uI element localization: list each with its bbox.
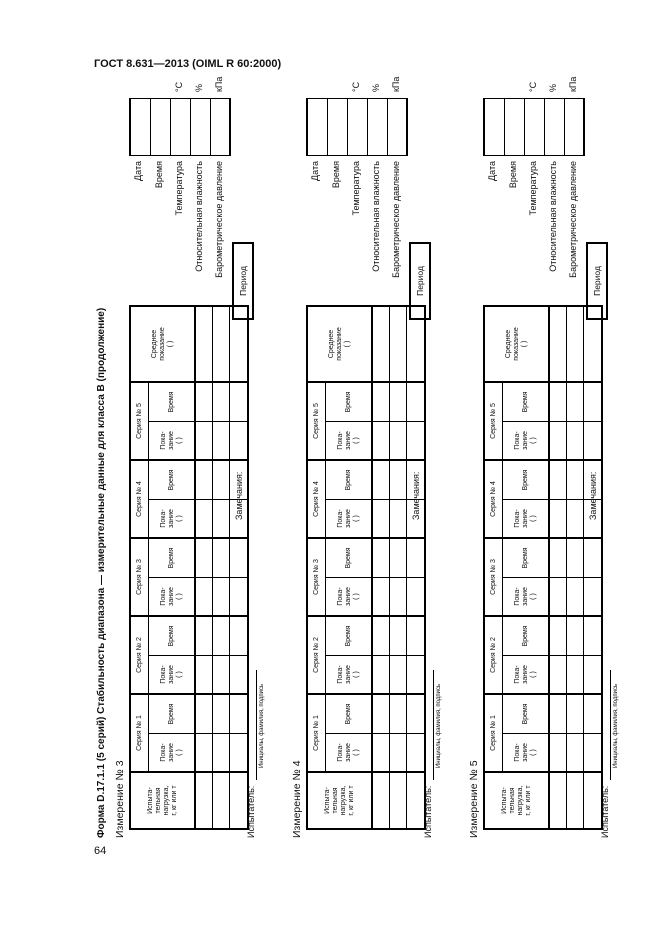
tester-hint: Инициалы, фамилия, подпись (613, 683, 619, 768)
average-header: Среднее показание ( ) (485, 307, 550, 381)
time-header: Время (149, 537, 196, 577)
measurement-block (468, 78, 618, 838)
reading-header: Пока- зание ( ) (326, 733, 373, 771)
time-cell[interactable] (373, 459, 390, 499)
measurement-title: Измерение № 3 (114, 760, 126, 838)
time-cell[interactable] (584, 693, 601, 733)
time-cell[interactable] (584, 381, 601, 421)
environment-value-field[interactable] (564, 98, 585, 156)
reading-cell[interactable] (584, 655, 601, 693)
environment-label: Температура (174, 161, 184, 216)
time-cell[interactable] (230, 693, 247, 733)
data-table (129, 305, 249, 830)
time-header: Время (326, 459, 373, 499)
reading-cell[interactable] (550, 577, 567, 615)
reading-cell[interactable] (407, 655, 424, 693)
time-cell[interactable] (196, 459, 213, 499)
reading-cell[interactable] (550, 421, 567, 459)
time-cell[interactable] (390, 615, 407, 655)
tester-label: Испытатель: (246, 785, 256, 838)
period-field: Период (586, 242, 608, 320)
reading-cell[interactable] (567, 733, 584, 771)
time-cell[interactable] (567, 693, 584, 733)
reading-header: Пока- зание ( ) (149, 499, 196, 537)
time-cell[interactable] (213, 693, 230, 733)
tester-hint: Инициалы, фамилия, подпись (436, 683, 442, 768)
series-header: Серия № 2 (485, 615, 503, 693)
reading-header: Пока- зание ( ) (149, 421, 196, 459)
time-cell[interactable] (230, 615, 247, 655)
reading-cell[interactable] (407, 421, 424, 459)
environment-label: Относительная влажность (548, 161, 558, 272)
environment-label: Относительная влажность (194, 161, 204, 272)
environment-label: Температура (528, 161, 538, 216)
environment-unit: % (548, 83, 558, 92)
series-header: Серия № 2 (131, 615, 149, 693)
time-header: Время (503, 615, 550, 655)
time-header: Время (503, 459, 550, 499)
time-header: Время (149, 693, 196, 733)
tester-label: Испытатель: (423, 785, 433, 838)
environment-value-field[interactable] (327, 98, 347, 156)
reading-header: Пока- зание ( ) (503, 655, 550, 693)
remarks-label: Замечания: (234, 471, 244, 520)
reading-cell[interactable] (213, 499, 230, 537)
average-cell[interactable] (550, 307, 567, 381)
environment-unit: % (194, 83, 204, 92)
environment-label: Температура (351, 161, 361, 216)
form-title: Форма D.17.1.1 (5 серий) Стабильность диапазона — измерительные данные для класса В (продолжение) (96, 307, 107, 838)
environment-value-field[interactable] (387, 98, 408, 156)
page-number: 64 (94, 845, 107, 857)
reading-cell[interactable] (230, 655, 247, 693)
time-cell[interactable] (584, 537, 601, 577)
remarks-label: Замечания: (411, 471, 421, 520)
reading-cell[interactable] (196, 577, 213, 615)
time-cell[interactable] (213, 537, 230, 577)
load-cell[interactable] (373, 771, 390, 828)
environment-table (129, 76, 231, 282)
time-cell[interactable] (550, 537, 567, 577)
environment-label: Время (508, 161, 518, 189)
environment-unit: °C (528, 81, 538, 92)
environment-unit: °C (351, 81, 361, 92)
reading-cell[interactable] (230, 733, 247, 771)
average-cell[interactable] (390, 307, 407, 381)
environment-unit: °C (174, 81, 184, 92)
time-cell[interactable] (407, 693, 424, 733)
time-cell[interactable] (567, 615, 584, 655)
reading-header: Пока- зание ( ) (149, 577, 196, 615)
load-header: Испыта- тельная нагрузка, г, кг или т (131, 771, 196, 828)
reading-cell[interactable] (390, 499, 407, 537)
reading-header: Пока- зание ( ) (149, 733, 196, 771)
environment-label: Время (331, 161, 341, 189)
environment-unit (129, 76, 148, 98)
reading-header: Пока- зание ( ) (503, 577, 550, 615)
time-cell[interactable] (196, 381, 213, 421)
series-header: Серия № 5 (308, 381, 326, 459)
environment-label: Барометрическое давление (214, 161, 224, 278)
environment-unit: % (371, 83, 381, 92)
time-cell[interactable] (407, 381, 424, 421)
time-header: Время (503, 693, 550, 733)
reading-cell[interactable] (584, 577, 601, 615)
reading-cell[interactable] (567, 421, 584, 459)
load-cell[interactable] (213, 771, 230, 828)
time-cell[interactable] (567, 537, 584, 577)
reading-cell[interactable] (373, 499, 390, 537)
load-header: Испыта- тельная нагрузка, г, кг или т (485, 771, 550, 828)
series-header: Серия № 3 (131, 537, 149, 615)
time-cell[interactable] (407, 537, 424, 577)
time-header: Время (326, 693, 373, 733)
series-header: Серия № 4 (485, 459, 503, 537)
environment-table (483, 76, 585, 282)
time-header: Время (326, 381, 373, 421)
series-header: Серия № 1 (131, 693, 149, 771)
reading-cell[interactable] (373, 421, 390, 459)
reading-cell[interactable] (196, 655, 213, 693)
reading-cell[interactable] (373, 655, 390, 693)
environment-label: Дата (487, 161, 497, 181)
series-header: Серия № 1 (485, 693, 503, 771)
reading-cell[interactable] (230, 421, 247, 459)
time-header: Время (503, 381, 550, 421)
reading-cell[interactable] (196, 499, 213, 537)
environment-value-field[interactable] (367, 98, 387, 156)
series-header: Серия № 5 (485, 381, 503, 459)
environment-unit (327, 76, 346, 98)
reading-header: Пока- зание ( ) (503, 499, 550, 537)
series-header: Серия № 5 (131, 381, 149, 459)
reading-cell[interactable] (390, 733, 407, 771)
time-cell[interactable] (567, 459, 584, 499)
average-cell[interactable] (373, 307, 390, 381)
reading-cell[interactable] (373, 733, 390, 771)
reading-cell[interactable] (196, 421, 213, 459)
reading-cell[interactable] (550, 733, 567, 771)
environment-value-field[interactable] (524, 98, 544, 156)
environment-unit (150, 76, 169, 98)
load-cell[interactable] (567, 771, 584, 828)
time-cell[interactable] (407, 615, 424, 655)
reading-cell[interactable] (213, 577, 230, 615)
reading-cell[interactable] (196, 733, 213, 771)
reading-cell[interactable] (213, 733, 230, 771)
load-cell[interactable] (407, 771, 424, 828)
measurement-title: Измерение № 4 (291, 760, 303, 838)
environment-label: Дата (310, 161, 320, 181)
environment-label: Барометрическое давление (568, 161, 578, 278)
measurement-block (291, 78, 441, 838)
environment-value-field[interactable] (210, 98, 231, 156)
environment-value-field[interactable] (170, 98, 190, 156)
remarks-label: Замечания: (588, 471, 598, 520)
average-cell[interactable] (213, 307, 230, 381)
data-table (306, 305, 426, 830)
environment-unit (504, 76, 523, 98)
time-cell[interactable] (213, 459, 230, 499)
reading-cell[interactable] (213, 421, 230, 459)
load-cell[interactable] (584, 771, 601, 828)
reading-cell[interactable] (584, 733, 601, 771)
reading-cell[interactable] (390, 655, 407, 693)
environment-unit: кПа (214, 76, 224, 92)
environment-value-field[interactable] (544, 98, 564, 156)
time-cell[interactable] (390, 693, 407, 733)
load-cell[interactable] (196, 771, 213, 828)
reading-header: Пока- зание ( ) (503, 733, 550, 771)
environment-label: Барометрическое давление (391, 161, 401, 278)
environment-unit (483, 76, 502, 98)
time-cell[interactable] (373, 615, 390, 655)
tester-signature-line[interactable] (433, 670, 434, 780)
reading-cell[interactable] (567, 655, 584, 693)
time-cell[interactable] (390, 381, 407, 421)
environment-label: Время (154, 161, 164, 189)
series-header: Серия № 3 (308, 537, 326, 615)
environment-label: Относительная влажность (371, 161, 381, 272)
environment-value-field[interactable] (306, 98, 327, 156)
document-header: ГОСТ 8.631—2013 (OIML R 60:2000) (94, 58, 282, 70)
time-cell[interactable] (373, 693, 390, 733)
period-field: Период (409, 242, 431, 320)
reading-header: Пока- зание ( ) (326, 655, 373, 693)
tester-hint: Инициалы, фамилия, подпись (259, 683, 265, 768)
time-cell[interactable] (584, 615, 601, 655)
environment-value-field[interactable] (190, 98, 210, 156)
reading-cell[interactable] (407, 733, 424, 771)
tester-label: Испытатель: (600, 785, 610, 838)
time-cell[interactable] (550, 381, 567, 421)
average-cell[interactable] (567, 307, 584, 381)
reading-header: Пока- зание ( ) (326, 499, 373, 537)
series-header: Серия № 2 (308, 615, 326, 693)
series-header: Серия № 1 (308, 693, 326, 771)
time-header: Время (503, 537, 550, 577)
environment-value-field[interactable] (129, 98, 150, 156)
data-table (483, 305, 603, 830)
environment-unit (306, 76, 325, 98)
reading-cell[interactable] (213, 655, 230, 693)
time-cell[interactable] (196, 537, 213, 577)
average-cell[interactable] (196, 307, 213, 381)
reading-header: Пока- зание ( ) (326, 577, 373, 615)
environment-label: Дата (133, 161, 143, 181)
time-cell[interactable] (230, 381, 247, 421)
time-cell[interactable] (567, 381, 584, 421)
time-header: Время (326, 537, 373, 577)
series-header: Серия № 4 (131, 459, 149, 537)
reading-header: Пока- зание ( ) (503, 421, 550, 459)
tester-signature-line[interactable] (256, 670, 257, 780)
load-cell[interactable] (390, 771, 407, 828)
reading-cell[interactable] (567, 577, 584, 615)
time-cell[interactable] (196, 693, 213, 733)
time-cell[interactable] (550, 459, 567, 499)
time-cell[interactable] (373, 537, 390, 577)
load-cell[interactable] (550, 771, 567, 828)
reading-header: Пока- зание ( ) (326, 421, 373, 459)
environment-unit: кПа (568, 76, 578, 92)
reading-header: Пока- зание ( ) (149, 655, 196, 693)
rotated-form-area (96, 76, 619, 838)
environment-value-field[interactable] (483, 98, 504, 156)
measurement-block (114, 78, 264, 838)
time-cell[interactable] (373, 381, 390, 421)
reading-cell[interactable] (390, 577, 407, 615)
reading-cell[interactable] (550, 499, 567, 537)
reading-cell[interactable] (567, 499, 584, 537)
time-header: Время (149, 381, 196, 421)
series-header: Серия № 4 (308, 459, 326, 537)
time-cell[interactable] (213, 615, 230, 655)
time-cell[interactable] (390, 537, 407, 577)
period-field: Период (232, 242, 254, 320)
average-header: Среднее показание ( ) (131, 307, 196, 381)
time-cell[interactable] (230, 537, 247, 577)
reading-cell[interactable] (407, 577, 424, 615)
environment-value-field[interactable] (347, 98, 367, 156)
time-cell[interactable] (390, 459, 407, 499)
reading-cell[interactable] (390, 421, 407, 459)
environment-table (306, 76, 408, 282)
reading-cell[interactable] (584, 421, 601, 459)
environment-unit: кПа (391, 76, 401, 92)
reading-cell[interactable] (230, 577, 247, 615)
tester-signature-line[interactable] (610, 670, 611, 780)
reading-cell[interactable] (550, 655, 567, 693)
load-cell[interactable] (230, 771, 247, 828)
time-cell[interactable] (196, 615, 213, 655)
time-cell[interactable] (213, 381, 230, 421)
measurement-title: Измерение № 5 (468, 760, 480, 838)
reading-cell[interactable] (373, 577, 390, 615)
time-cell[interactable] (550, 615, 567, 655)
time-header: Время (149, 459, 196, 499)
time-header: Время (326, 615, 373, 655)
environment-value-field[interactable] (150, 98, 170, 156)
environment-value-field[interactable] (504, 98, 524, 156)
time-header: Время (149, 615, 196, 655)
load-header: Испыта- тельная нагрузка, г, кг или т (308, 771, 373, 828)
series-header: Серия № 3 (485, 537, 503, 615)
time-cell[interactable] (550, 693, 567, 733)
average-header: Среднее показание ( ) (308, 307, 373, 381)
